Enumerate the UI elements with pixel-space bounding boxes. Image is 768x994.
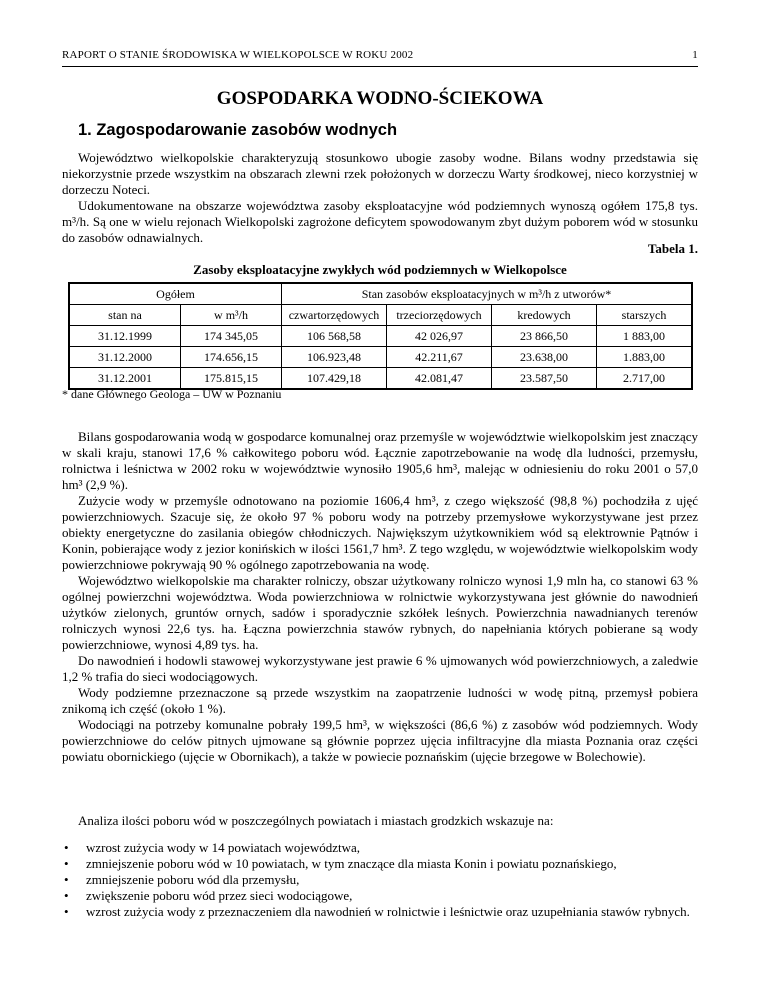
- bullet-icon: •: [64, 856, 69, 871]
- document-title: GOSPODARKA WODNO-ŚCIEKOWA: [216, 88, 544, 109]
- bullet-list: [62, 840, 698, 920]
- column-header: czwartorzędowych: [282, 305, 387, 326]
- table-cell: 174.656,15: [181, 347, 282, 368]
- table-cell: 31.12.2000: [69, 347, 181, 368]
- bullet-icon: •: [64, 872, 69, 887]
- table-cell: 23 866,50: [492, 326, 597, 347]
- table-group-header-row: [69, 283, 692, 305]
- table-cell: 23.638,00: [492, 347, 597, 368]
- table-row: [69, 347, 692, 368]
- column-header: trzeciorzędowych: [387, 305, 492, 326]
- paragraph: Województwo wielkopolskie ma charakter rolniczy, obszar użytkowany rolniczo wynosi 1,9 mln ha, co stanowi 63 % ogólnej powierzchni województwa. Woda powierzchniowa w rolnictwie wykorzystywana jest głównie do nawodnień użytków zielonych, gruntów ornych, sadów i sporadycznie szkółek leśnych. Powierzchnia nawadnianych terenów rolniczych wynosi 22,6 tys. ha. Łączna powierzchnia stawów rybnych, do napełniania których pobierane są wody powierzchniowe, wynosi 4,89 tys. ha.: [62, 573, 698, 652]
- running-header: [62, 49, 698, 61]
- table-cell: 174 345,05: [181, 326, 282, 347]
- table-cell: 42.211,67: [387, 347, 492, 368]
- table-cell: 106 568,58: [282, 326, 387, 347]
- list-item: • wzrost zużycia wody z przeznaczeniem dla nawodnień w rolnictwie i leśnictwie oraz uzupełniania stawów rybnych.: [64, 904, 690, 919]
- group-header-formations: Stan zasobów eksploatacyjnych w m³/h z utworów*: [282, 283, 693, 305]
- bullet-icon: •: [64, 840, 69, 855]
- list-item: • zwiększenie poboru wód przez sieci wodociągowe,: [64, 888, 353, 903]
- table-cell: 1.883,00: [597, 347, 693, 368]
- bullet-icon: •: [64, 904, 69, 919]
- table-cell: 42 026,97: [387, 326, 492, 347]
- bullet-icon: •: [64, 888, 69, 903]
- paragraph: Zużycie wody w przemyśle odnotowano na poziomie 1606,4 hm³, z czego większość (98,8 %) pochodziła z ujęć powierzchniowych. Szacuje się, że około 97 % poboru wody na potrzeby przemysłowe wykorzystywane jest przez obiekty energetyczne do zasilania obiegów chłodniczych. Największym użytkownikiem wód są elektrownie Pątnów i Konin, pobierające wody z jezior konińskich w ilości 1561,7 hm³. Z tego względu, w województwie wielkopolskim wody powierzchniowe pokrywają 90 % ogólnego zapotrzebowania na wodę.: [62, 493, 698, 572]
- table-cell: 107.429,18: [282, 368, 387, 390]
- table-cell: 2.717,00: [597, 368, 693, 390]
- groundwater-table: [68, 282, 693, 390]
- list-item: • zmniejszenie poboru wód dla przemysłu,: [64, 872, 300, 887]
- paragraph: Województwo wielkopolskie charakteryzują stosunkowo ubogie zasoby wodne. Bilans wodny przedstawia się niekorzystnie przede wszystkim na obszarach zlewni rzek położonych w dorzeczu Warty środkowej, nieco korzystniej w dorzeczu Noteci.: [62, 150, 698, 197]
- table-cell: 1 883,00: [597, 326, 693, 347]
- table-cell: 106.923,48: [282, 347, 387, 368]
- column-header: kredowych: [492, 305, 597, 326]
- group-header-total: Ogółem: [69, 283, 282, 305]
- table-row: [69, 368, 692, 390]
- list-item: • wzrost zużycia wody w 14 powiatach województwa,: [64, 840, 360, 855]
- header-rule: [62, 66, 698, 67]
- section-heading: 1. Zagospodarowanie zasobów wodnych: [78, 121, 398, 139]
- running-title: RAPORT O STANIE ŚRODOWISKA W WIELKOPOLSCE W ROKU 2002: [62, 49, 414, 61]
- table-cell: 31.12.1999: [69, 326, 181, 347]
- paragraph: Analiza ilości poboru wód w poszczególnych powiatach i miastach grodzkich wskazuje na:: [78, 813, 554, 828]
- table-footnote: * dane Głównego Geologa – UW w Poznaniu: [62, 387, 282, 401]
- table-row: [69, 326, 692, 347]
- table-caption: Zasoby eksploatacyjne zwykłych wód podziemnych w Wielkopolsce: [193, 262, 567, 277]
- column-header: w m³/h: [181, 305, 282, 326]
- table-cell: 42.081,47: [387, 368, 492, 390]
- table-header-row: [69, 305, 692, 326]
- table-cell: 175.815,15: [181, 368, 282, 390]
- paragraph: Udokumentowane na obszarze województwa zasoby eksploatacyjne wód podziemnych wynoszą ogółem 175,8 tys. m³/h. Są one w wielu rejonach Wielkopolski zagrożone deficytem spowodowanym zbyt dużym poborem wód w stosunku do zasobów odnawialnych.: [62, 198, 698, 245]
- paragraph: Do nawodnień i hodowli stawowej wykorzystywane jest prawie 6 % ujmowanych wód powierzchniowych, a zaledwie 1,2 % trafia do sieci wodociągowych.: [62, 653, 698, 684]
- list-item: • zmniejszenie poboru wód w 10 powiatach, w tym znaczące dla miasta Konin i powiatu poznańskiego,: [64, 856, 617, 871]
- page-number: 1: [692, 49, 698, 61]
- column-header: stan na: [69, 305, 181, 326]
- table-cell: 23.587,50: [492, 368, 597, 390]
- column-header: starszych: [597, 305, 693, 326]
- paragraph: Bilans gospodarowania wodą w gospodarce komunalnej oraz przemyśle w województwie wielkopolskim jest znaczący w skali kraju, stanowi 17,6 % całkowitego poboru wód. Łącznie zapotrzebowanie na wodę dla ludności, przemysłu, rolnictwa i leśnictwa w 2002 roku w województwie wynosiło 1905,6 hm³, malejąc w odniesieniu do roku 2001 o 57,0 hm³ (2,9 %).: [62, 429, 698, 492]
- table-label: Tabela 1.: [647, 241, 698, 256]
- paragraph: Wody podziemne przeznaczone są przede wszystkim na zaopatrzenie ludności w wodę pitną, przemysł pobiera znikomą ich część (około 1 %).: [62, 685, 698, 716]
- table-cell: 31.12.2001: [69, 368, 181, 390]
- paragraph: Wodociągi na potrzeby komunalne pobrały 199,5 hm³, w większości (86,6 %) z zasobów wód podziemnych. Wody powierzchniowe do celów pitnych ujmowane są głównie poprzez ujęcia infiltracyjne dla miasta Poznania oraz części powiatu obornickiego (ujęcie w Obornikach), a także w powiecie poznańskim (ujęcie brzegowe w Bolechowie).: [62, 717, 698, 764]
